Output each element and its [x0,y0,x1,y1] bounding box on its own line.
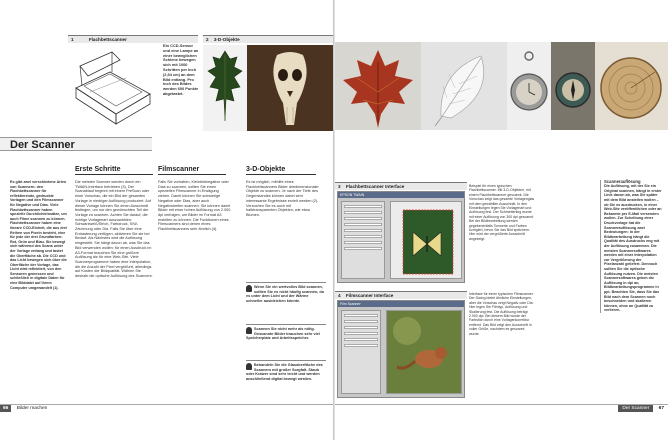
resolution-sidebar [600,180,662,313]
lightbulb-icon [246,327,252,334]
film-window-titlebar: Film Scanner [338,301,464,307]
interface-box-3-title: Flachbettscanner Interface [345,184,405,189]
right-page-number: 67 [658,406,664,411]
autumn-leaf-photo [335,42,421,130]
film-interface-screenshot [337,300,465,398]
interface-box-4-number: 4 [338,293,341,298]
objekte-text: Es ist möglich, mithilfe eines Flachbettscanners Bilder dreidimensionaler Objekte zu scannen. Je nach der Tiefe des Gegenstandes können dabei sehr interessante Ergebnisse erzielt werden (2). Versuchen Sie es auch mit halbtransparenten Objekten, wie etwa Blumen. [246,180,319,217]
flatbed-interface-screenshot [337,191,465,283]
left-footer [0,404,333,413]
film-preview-area [386,310,462,394]
objects-box-header [203,35,333,43]
chapter-title: Der Scanner [10,139,75,151]
right-footer-label: Der Scanner [618,405,653,412]
interface-notes-2: Interface für einen typischen Filmscanner. Der Dialog bietet ähnliche Einstellungen, aber die Vorschau zeigt Negativ oder Dia. Hier legen Sie Filmtyp, Auflösung und Skalierung fest. Die Auflösung beträgt 2.000 dpi. Bei diesem Bild wurde der Farbstich durch eine Vorlagenkorrektur entfernt. Das Bild zeigt den Ausschnitt in voller Größe, nachdem es gescannt wurde. [469,292,534,336]
scanner-box-header [68,35,198,43]
heading-3d-objekte: 3-D-Objekte [246,166,316,175]
heading-erste-schritte: Erste Schritte [75,166,153,175]
holly-leaf-photo [203,45,247,131]
chapter-title-bar [0,137,152,151]
intro-text: Es gibt zwei verschiedene Arten von Scannern: den Flachbettscanner für reflektierende, gedruckte Vorlagen und den Filmscanner für Negative und Dias. Viele Flachbettscanner haben spezielle Durchlichteinsätze, um auch Filme scannen zu können. Flachbettscanner haben eine lineare CCD-Einheit, die aus drei Reihen von Pixeln besteht, eine für jede der drei Grundfarben: Rot, Grün und Blau. Sie bewegt sich während des Scans unter der Vorlage entlang und tastet die Oberfläche ab. Die CCD und das Licht bewegen sich über die Oberfläche der Vorlage, das Licht wird reflektiert, von den Sensoren gemessen und schließlich in digitale Daten für eine Bilddatei auf Ihrem Computer umgewandelt (1). [10,180,67,290]
objects-box-title: 3-D-Objekte [213,37,240,42]
film-settings-panel [341,310,381,394]
lightbulb-icon [246,363,252,370]
pocket-watch-photo [507,42,551,130]
wood-slice-photo [595,42,668,130]
twain-preview-area [390,201,462,279]
compass-photo [551,42,595,130]
erste-schritte-text: Die meisten Scanner werden durch ein TWAIN-Interface betrieben (3). Der Scanablauf beginnt mit einem PreScan oder einer Vorschau, die ein Bild der gesamten Vorlage in niedriger Auflösung produziert. Auf dieser Vorlage können Sie einen Ausschnitt festlegen, um nur den gewünschten Teil der Vorlage zu scannen. Achten Sie darauf, die richtige Vorlagenart auszuwählen: Schwarzweiß/Strich, Farbdruck, S/W-Zeichnung oder Dia. Falls Sie über eine Entrasterung verfügen, aktivieren Sie sie bei Bedarf. Als Nächstes wird die Auflösung eingestellt. Sie hängt davon ab, was Sie das Bild verwenden wollen: für einen Ausdruck im A3-Format brauchen Sie eine größere Auflösung als für eine Web-Site. Viele Scannerprogramme haben eine Interpolation, die die Anzahl der Pixel vergrößert, allerdings auf Kosten der Bildqualität. Wählen Sie deshalb die optische Auflösung des Scanners. [75,180,153,279]
tip-3-text: Behandeln Sie die Glasoberfläche des Scanners mit großer Sorgfalt. Staub oder Kratzer sind sehr leicht und werden anschließend digital bewegt werden. [246,363,323,382]
animal-skull-photo [247,45,333,131]
tip-3 [246,360,326,382]
scanner-box-number: 1 [71,37,74,42]
tip-1 [246,282,326,304]
tip-1-text: Wenn Sie ein wertvolles Bild scannen, sollten Sie es nicht häufig scannen, da es unter dem Licht und der Wärme schneller ausbleichen könnte. [246,285,324,304]
tip-2 [246,324,326,341]
lightbulb-icon [246,285,252,292]
sidebar-text: Die Auflösung, mit der Sie ein Original scannen, hängt in erster Linie davon ab, was Sie später mit dem Bild anstellen wollen – ob Sie es ausdrucken, in einer Web-Site veröffentlichen oder an Bekannte per E-Mail versenden wollen. Zur Scheibung einer Druckvorlage hat die Scannerauflösung zwei Bedeutungen: In der Bildbearbeitung hängt die Qualität des Ausdrucks eng mit der Auflösung zusammen. Die meisten Scannersoftwares werden mit einer Interpolation zur Vergrößerung der Pixelanzahl geliefert. Dennoch sollten Sie die optische Auflösung nutzen. Die meisten Scannersoftwares geben die Auflösung in dpi an, Bildbearbeitungsprogramme in ppi. Beachten Sie, dass Sie das Bild nach dem Scannen noch beschneiden und skalieren können, ohne an Qualität zu verlieren. [604,184,662,313]
sidebar-title: Scannerauflösung [604,179,641,184]
skeleton-leaf-photo [421,42,507,130]
interface-box-3-number: 3 [338,184,341,189]
interface-notes-1: Beispiel für einen typischen Flachbettscanner. Mit 3-D-Objekten, mit einem Flachbettscanner gescannt. Die Vorschau zeigt das gesamte Vorlagenglas mit dem gewählten Ausschnitt. In den Einstellungen legen Sie Vorlagenart und Auflösung fest. Der Schmetterling wurde mit einer Auflösung von 300 dpi gescannt. Bei der Bildbearbeitung werden gegebenenfalls Tonwerte und Farben korrigiert, bevor Sie das Bild speichern. Hier wird der vergrößerte Ausschnitt angezeigt. [469,184,535,241]
filmscanner-text: Falls Sie vorhaben, Kleinbildnegative oder Dias zu scannen, sollten Sie einen speziellen Filmscanner in Erwägung ziehen. Damit können Sie schwierige Negative oder Dias, aber auch Negativstreifen scannen. Sie können damit Bilder mit einer hohen Auflösung von 2.000 dpi verfolgen, um Bilder im Format A3 erstellen zu können. Die Funktionen eines Filmscanners sind denen eines Flachbettscanners sehr ähnlich (4). [158,180,231,232]
left-footer-label: Bilder machen [16,406,48,411]
right-page [335,0,668,440]
interface-box-4-header [335,291,467,299]
twain-settings-panel [341,201,385,279]
right-footer [335,404,668,413]
objects-box-number: 2 [206,37,209,42]
interface-box-3-header [335,182,467,190]
left-page-number: 66 [0,405,11,412]
tip-2-text: Scannen Sie nicht mehr als nötig. Gescannte Bilder brauchen sehr viel Speicherplatz und Arbeitsspeicher. [246,327,320,341]
twain-window-titlebar: EPSON TWAIN [338,192,464,198]
left-page [0,0,333,440]
scanner-caption: Ein CCD-Sensor und eine Lampe an einer beweglichen Schiene bewegen sich mit 1000 Schritten per Inch (2,54 cm) an dem Bild entlang. Pro Inch des Bildes werden 600 Punkte abgetastet. [163,43,199,96]
scanner-box-title: Flachbettscanner [88,37,127,42]
interface-box-4-title: Filmscanner Interface [345,293,394,298]
flatbed-scanner-illustration [70,48,155,133]
heading-filmscanner: Filmscanner [158,166,226,175]
